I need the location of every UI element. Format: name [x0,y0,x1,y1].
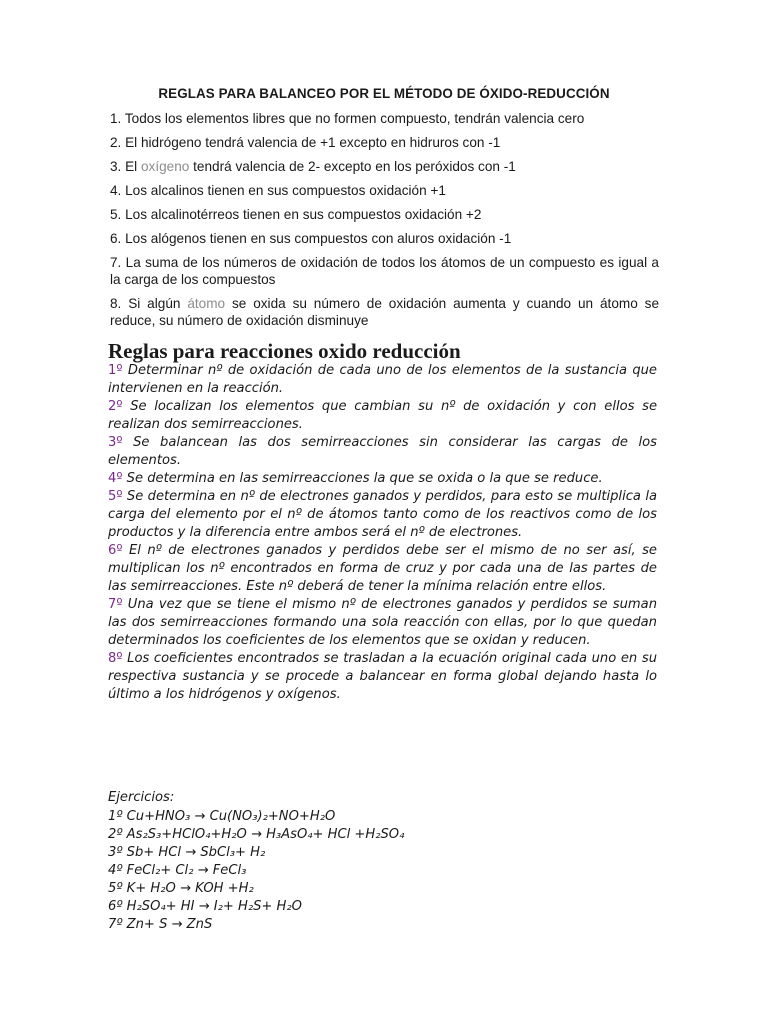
exercise-item: 1º Cu+HNO₃ → Cu(NO₃)₂+NO+H₂O [108,809,336,824]
step-text: Se localizan los elementos que cambian su nº de oxidación y con ellos se realizan dos semirreacciones. [108,399,657,432]
step-item [108,488,657,542]
atomo-link[interactable]: átomo [187,296,226,311]
exercises-title: Ejercicios: [108,790,175,805]
step-number: 8º [108,651,123,666]
step-number: 2º [108,399,123,414]
step-number: 6º [108,543,123,558]
step-item [108,596,657,650]
exercise-item: 3º Sb+ HCl → SbCl₃+ H₂ [108,845,266,860]
exercise-item: 4º FeCl₂+ Cl₂ → FeCl₃ [108,863,247,878]
step-text: Se determina en nº de electrones ganados y perdidos, para esto se multiplica la carga del elemento por el nº de átomos tanto como de los reactivos como de los productos y la diferencia entre ambos será el nº de electrones. [108,489,657,540]
exercise-item: 7º Zn+ S → ZnS [108,917,213,932]
rule-item: 6. Los alógenos tienen en sus compuestos con aluros oxidación -1 [110,231,512,246]
exercise-item: 5º K+ H₂O → KOH +H₂ [108,881,254,896]
rule-item: 2. El hidrógeno tendrá valencia de +1 excepto en hidruros con -1 [110,135,501,150]
step-text: El nº de electrones ganados y perdidos debe ser el mismo de no ser así, se multiplican los nº encontrados en forma de cruz y por cada una de las partes de las semirreacciones. Este nº deberá de tener la mínima relación entre ellos. [108,543,657,594]
step-text: Una vez que se tiene el mismo nº de electrones ganados y perdidos se suman las dos semirreacciones formando una sola reacción con ellas, por lo que quedan determinados los coeficientes de los elementos que se oxidan y reducen. [108,597,657,648]
step-text: Los coeficientes encontrados se trasladan a la ecuación original cada uno en su respectiva sustancia y se procede a balancear en forma global dejando hasta lo último a los hidrógenos y oxígenos. [108,651,657,702]
exercise-item: 2º As₂S₃+HClO₄+H₂O → H₃AsO₄+ HCl +H₂SO₄ [108,827,405,842]
step-number: 4º [108,471,123,486]
rule-text: 8. Si algún [110,296,188,311]
oxigeno-link[interactable]: oxígeno [140,159,190,174]
rule-item: 7. La suma de los números de oxidación de todos los átomos de un compuesto es igual a la carga de los compuestos [110,255,659,287]
step-item [108,470,657,488]
steps-list [108,362,657,704]
rules-list [110,110,659,329]
exercise-item: 6º H₂SO₄+ HI → I₂+ H₂S+ H₂O [108,899,302,914]
rule-item: 4. Los alcalinos tienen en sus compuestos oxidación +1 [110,183,446,198]
step-number: 7º [108,597,123,612]
page-title: REGLAS PARA BALANCEO POR EL MÉTODO DE ÓXIDO-REDUCCIÓN [158,86,610,101]
step-item [108,650,657,704]
step-number: 1º [108,363,123,378]
rule-text: 3. El [110,159,141,174]
step-item [108,542,657,596]
step-number: 5º [108,489,123,504]
rule-text: se oxida su número de oxidación aumenta y cuando un átomo se reduce, su número de oxidación disminuye [110,296,660,328]
exercises-list [108,808,628,934]
step-item [108,434,657,470]
section-heading: Reglas para reacciones oxido reducción [108,339,461,363]
step-number: 3º [108,435,123,450]
step-text: Determinar nº de oxidación de cada uno de los elementos de la sustancia que intervienen en la reacción. [108,363,657,396]
rule-item: 1. Todos los elementos libres que no formen compuesto, tendrán valencia cero [110,111,585,126]
rule-text: tendrá valencia de 2- excepto en los peróxidos con -1 [189,159,516,174]
step-item [108,398,657,434]
rule-item [110,158,659,175]
step-item [108,362,657,398]
rule-item: 5. Los alcalinotérreos tienen en sus compuestos oxidación +2 [110,207,482,222]
rule-item [110,295,659,329]
step-text: Se balancean las dos semirreacciones sin considerar las cargas de los elementos. [108,435,657,468]
step-text: Se determina en las semirreacciones la que se oxida o la que se reduce. [122,471,603,486]
